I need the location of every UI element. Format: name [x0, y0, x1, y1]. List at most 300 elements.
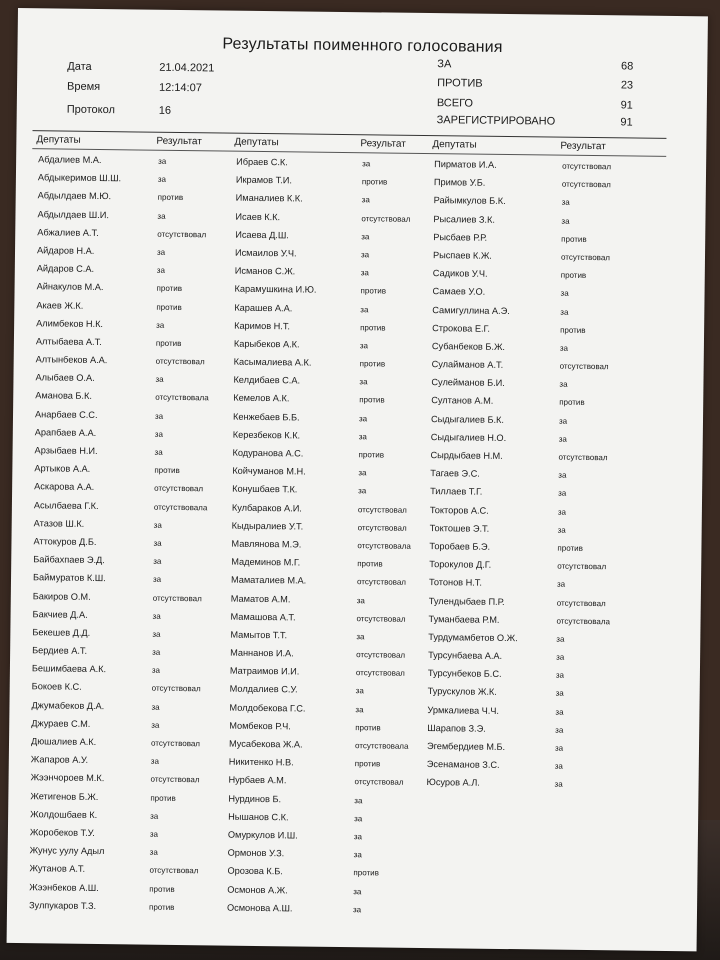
deputy-name: Торокулов Д.Г. — [429, 559, 492, 570]
deputy-name: Джураев С.М. — [31, 718, 91, 729]
table-row — [38, 154, 234, 175]
deputy-name: Самаев У.О. — [432, 286, 486, 298]
vote-result: за — [558, 434, 567, 444]
table-row — [36, 354, 232, 375]
meta-value: 16 — [158, 104, 172, 117]
vote-result: против — [148, 902, 175, 912]
vote-result: отсутствовал — [361, 213, 411, 224]
vote-result: отсутствовала — [556, 616, 611, 626]
deputy-name: Жетигенов Б.Ж. — [30, 790, 99, 802]
vote-result: за — [558, 470, 567, 480]
vote-result: отсутствовал — [357, 522, 407, 533]
table-row — [35, 391, 231, 412]
vote-result: отсутствовала — [354, 741, 409, 751]
deputy-name: Урмкалиева Ч.Ч. — [427, 704, 500, 716]
table-row — [433, 214, 629, 235]
table-row — [228, 793, 424, 814]
deputy-name: Торобаев Б.Э. — [429, 541, 491, 552]
deputy-name: Сулейманов Б.И. — [431, 377, 505, 389]
vote-result: за — [556, 634, 565, 644]
deputy-name: Ибраев С.К. — [236, 156, 288, 168]
vote-result: за — [153, 538, 162, 548]
table-row — [231, 557, 427, 578]
table-row — [236, 175, 432, 196]
table-row — [33, 536, 229, 557]
table-row — [234, 320, 430, 341]
deputy-name: Арзыбаев Н.И. — [34, 445, 98, 457]
deputy-name: Рысалиев З.К. — [433, 213, 495, 225]
vote-result: отсутствовал — [556, 598, 606, 608]
table-row — [434, 159, 630, 180]
table-row — [429, 559, 625, 580]
deputy-name: Зулпукаров Т.З. — [28, 899, 97, 911]
summary-value: 91 — [620, 116, 633, 129]
vote-result: против — [559, 398, 585, 408]
table-row — [231, 539, 427, 560]
deputy-name: Мамытов Т.Т. — [230, 629, 288, 641]
deputy-name: Рысбаев Р.Р. — [433, 231, 488, 243]
vote-result: за — [558, 416, 568, 426]
table-row — [236, 193, 432, 214]
deputies-column — [426, 159, 630, 798]
vote-result: за — [555, 707, 564, 717]
vote-result: за — [154, 411, 164, 421]
table-row — [432, 341, 628, 362]
vote-result: отсутствовал — [150, 738, 201, 749]
deputy-name: Никитенко Н.В. — [228, 756, 294, 768]
table-row — [37, 227, 233, 248]
deputy-name: Мавлянова М.Э. — [231, 538, 302, 550]
deputies-column — [227, 157, 432, 923]
deputy-name: Исаева Д.Ш. — [235, 229, 289, 241]
table-row — [228, 848, 424, 869]
deputy-name: Рыспаев К.Ж. — [432, 250, 492, 261]
vote-result: отсутствовал — [559, 361, 609, 372]
table-row — [235, 248, 431, 269]
deputy-name: Эгембердиев М.Б. — [426, 741, 506, 753]
table-row — [33, 591, 229, 612]
deputy-name: Матраимов И.И. — [229, 665, 300, 677]
vote-result: за — [360, 250, 370, 260]
vote-result: за — [155, 374, 164, 385]
vote-result: за — [356, 595, 365, 605]
table-row — [431, 396, 627, 417]
summary-row — [437, 114, 633, 130]
summary-value: 68 — [621, 60, 634, 73]
deputy-name: Токтошев Э.Т. — [429, 522, 490, 534]
vote-result: отсутствовал — [149, 865, 199, 876]
vote-result: за — [353, 832, 363, 842]
vote-result: против — [358, 450, 385, 460]
table-row — [426, 777, 622, 798]
deputy-name: Абдалиев М.А. — [38, 154, 102, 166]
deputy-name: Жунус уулу Адыл — [29, 845, 105, 857]
deputy-name: Карашев А.А. — [234, 302, 293, 313]
summary-row — [437, 97, 633, 113]
vote-result: за — [154, 429, 163, 439]
table-row — [32, 609, 228, 630]
deputy-name: Исаев К.К. — [235, 211, 281, 222]
deputy-name: Султанов А.М. — [431, 395, 494, 407]
deputy-name: Абдылдаев М.Ю. — [37, 190, 112, 202]
deputy-name: Тотонов Н.Т. — [428, 577, 483, 589]
table-row — [33, 554, 229, 575]
vote-result: за — [554, 761, 563, 771]
deputy-name: Жапаров А.У. — [30, 754, 89, 766]
meta-value: 12:14:07 — [158, 81, 202, 95]
deputy-name: Кыдыралиев У.Т. — [231, 520, 304, 532]
deputy-name: Сырдыбаев Н.М. — [430, 450, 503, 461]
vote-result: за — [149, 829, 159, 839]
vote-result: отсутствовал — [356, 577, 407, 588]
deputy-name: Садиков У.Ч. — [432, 268, 488, 279]
deputy-name: Мусабекова Ж.А. — [228, 738, 303, 750]
vote-result: против — [156, 302, 182, 312]
deputy-name: Сыдыгалиев Б.К. — [430, 413, 505, 425]
table-row — [35, 409, 231, 430]
table-row — [30, 773, 226, 794]
header-deputies: Депутаты — [36, 134, 81, 146]
deputy-name: Туманбаева Р.М. — [428, 613, 500, 625]
table-row — [427, 741, 623, 762]
vote-result: за — [360, 268, 369, 278]
deputy-name: Конушбаев Т.К. — [232, 484, 298, 495]
summary-label: ПРОТИВ — [437, 77, 483, 90]
vote-result: против — [155, 338, 182, 348]
vote-result: за — [361, 231, 370, 242]
table-row — [37, 263, 233, 284]
vote-result: за — [358, 468, 367, 478]
table-row — [234, 357, 430, 378]
table-row — [229, 720, 425, 741]
table-row — [231, 575, 427, 596]
table-row — [431, 432, 627, 453]
table-row — [230, 611, 426, 632]
deputy-name: Орозова К.Б. — [227, 865, 283, 877]
table-row — [429, 596, 625, 617]
table-row — [234, 339, 430, 360]
vote-result: отсутствовала — [155, 393, 209, 403]
deputy-name: Абдыкеримов Ш.Ш. — [37, 172, 122, 184]
deputy-name: Бердиев А.Т. — [32, 645, 88, 656]
deputy-name: Юсуров А.Л. — [426, 777, 480, 789]
deputy-name: Кулбараков А.И. — [231, 502, 302, 514]
summary-value: 23 — [620, 79, 634, 92]
deputy-name: Райымкулов Б.К. — [433, 195, 506, 207]
deputy-name: Байбахпаев Э.Д. — [33, 554, 105, 566]
deputy-name: Дюшалиев А.К. — [30, 736, 97, 748]
deputy-name: Сулайманов А.Т. — [431, 359, 504, 371]
vote-result: за — [359, 377, 368, 387]
deputy-name: Акаев Ж.К. — [36, 299, 84, 311]
deputy-name: Эсенаманов З.С. — [426, 759, 500, 771]
deputy-name: Бекешев Д.Д. — [32, 627, 91, 638]
meta-row — [67, 61, 227, 77]
meta-row — [67, 104, 227, 120]
deputy-name: Молдобекова Г.С. — [229, 702, 306, 714]
deputies-column — [29, 154, 234, 920]
deputy-name: Алтыбаева А.Т. — [35, 336, 102, 347]
deputy-name: Момбеков Р.Ч. — [229, 720, 291, 732]
meta-label: Дата — [67, 60, 92, 73]
table-row — [234, 302, 430, 323]
vote-result: за — [361, 195, 370, 205]
vote-result: против — [357, 559, 383, 569]
table-row — [229, 739, 425, 760]
deputy-name: Пирматов И.А. — [434, 159, 497, 170]
deputy-name: Айнакулов М.А. — [36, 281, 104, 293]
table-row — [33, 573, 229, 594]
meta-value: 21.04.2021 — [159, 61, 215, 75]
table-row — [232, 448, 428, 469]
vote-result: за — [560, 288, 569, 299]
deputy-name: Маматалиев М.А. — [230, 574, 307, 586]
vote-result: за — [556, 652, 565, 662]
vote-result: за — [359, 341, 369, 351]
vote-result: за — [559, 343, 569, 353]
vote-result: отсутствовала — [153, 502, 208, 512]
deputy-name: Бешимбаева А.К. — [31, 663, 107, 675]
vote-result: за — [157, 174, 167, 185]
deputy-name: Кодуранова А.С. — [232, 447, 304, 459]
deputy-name: Арапбаев А.А. — [34, 427, 97, 438]
deputy-name: Джумабеков Д.А. — [31, 699, 105, 711]
vote-result: за — [555, 670, 565, 680]
table-row — [231, 593, 427, 614]
table-row — [430, 505, 626, 526]
vote-result: отсутствовал — [356, 613, 406, 624]
vote-result: отсутствовал — [357, 504, 407, 515]
deputy-name: Карамушкина И.Ю. — [234, 283, 317, 295]
vote-result: отсутствовал — [150, 775, 200, 785]
header-deputies: Депутаты — [432, 139, 477, 151]
vote-result: за — [156, 265, 165, 275]
deputy-name: Жолдошбаев К. — [30, 808, 98, 820]
table-row — [36, 282, 232, 303]
table-row — [38, 191, 234, 212]
vote-result: за — [555, 725, 564, 735]
table-row — [34, 518, 230, 539]
vote-result: против — [149, 884, 175, 894]
vote-result: за — [152, 575, 162, 585]
summary-value: 91 — [620, 99, 633, 112]
vote-result: против — [354, 759, 381, 769]
table-row — [233, 429, 429, 450]
deputy-name: Жээнчороев М.К. — [30, 772, 105, 784]
vote-result: отсутствовал — [355, 668, 405, 679]
deputy-name: Бакиров О.М. — [32, 590, 91, 602]
vote-result: отсутствовал — [151, 684, 201, 694]
table-row — [32, 627, 228, 648]
deputy-name: Кемелов А.К. — [233, 393, 290, 404]
deputy-name: Турдумамбетов О.Ж. — [428, 631, 518, 644]
deputy-name: Каримов Н.Т. — [234, 320, 291, 332]
table-row — [433, 232, 629, 253]
deputy-name: Кенжебаев Б.Б. — [232, 411, 300, 423]
table-row — [32, 682, 228, 703]
vote-result: за — [152, 647, 161, 657]
table-row — [430, 468, 626, 489]
table-row — [30, 845, 226, 866]
table-row — [230, 648, 426, 669]
vote-result: против — [157, 193, 184, 203]
table-row — [230, 666, 426, 687]
vote-result: за — [355, 686, 364, 696]
deputy-name: Исмаилов У.Ч. — [234, 247, 297, 259]
vote-result: против — [156, 284, 183, 294]
meta-label: Время — [66, 80, 101, 94]
vote-result: против — [359, 359, 386, 369]
vote-result: отсутствовал — [356, 650, 406, 660]
vote-result: за — [151, 665, 161, 676]
table-row — [428, 650, 624, 671]
table-row — [36, 318, 232, 339]
table-row — [427, 723, 623, 744]
vote-result: за — [153, 556, 162, 566]
deputy-name: Шарапов З.Э. — [427, 722, 486, 734]
vote-result: против — [353, 868, 379, 878]
vote-result: за — [151, 720, 160, 730]
vote-result: против — [561, 234, 587, 244]
deputy-name: Аскарова А.А. — [34, 481, 95, 493]
deputy-name: Айдаров С.А. — [36, 263, 95, 275]
vote-result: отсутствовал — [557, 561, 607, 572]
table-row — [232, 466, 428, 487]
table-row — [428, 668, 624, 689]
vote-result: за — [358, 432, 367, 442]
vote-result: за — [554, 743, 564, 753]
table-row — [430, 523, 626, 544]
table-row — [236, 157, 432, 178]
deputy-name: Ормонов У.З. — [227, 847, 285, 859]
vote-result: отсутствовал — [562, 161, 612, 172]
table-row — [31, 718, 227, 739]
vote-result: отсутствовал — [560, 252, 611, 263]
vote-result: против — [560, 270, 587, 281]
table-row — [427, 705, 623, 726]
vote-result: за — [157, 211, 166, 221]
deputy-name: Мадеминов М.Г. — [231, 556, 301, 568]
vote-result: против — [359, 395, 385, 405]
table-row — [29, 882, 225, 903]
deputy-name: Осмонов А.Ж. — [227, 884, 288, 895]
table-row — [37, 245, 233, 266]
table-row — [230, 630, 426, 651]
header-divider — [32, 130, 666, 139]
vote-result: отсутствовал — [354, 777, 404, 788]
table-row — [432, 305, 628, 326]
vote-result: за — [156, 320, 165, 330]
summary-label: ЗА — [437, 58, 452, 71]
deputy-name: Нурдинов Б. — [228, 793, 282, 804]
deputy-name: Керезбеков К.К. — [232, 429, 301, 441]
table-row — [431, 414, 627, 435]
vote-result: за — [554, 779, 563, 790]
table-row — [31, 700, 227, 721]
vote-result: за — [353, 886, 362, 896]
table-row — [31, 754, 227, 775]
deputy-name: Тиллаев Т.Г. — [430, 486, 483, 498]
deputy-name: Аттокуров Д.Б. — [33, 536, 97, 547]
vote-result: за — [153, 520, 162, 530]
page-title: Результаты поименного голосования — [222, 35, 503, 56]
deputy-name: Алтынбеков А.А. — [35, 354, 108, 366]
vote-result: за — [152, 629, 161, 639]
vote-result: за — [151, 702, 160, 712]
table-row — [34, 500, 230, 521]
vote-result: за — [556, 579, 566, 590]
vote-result: за — [356, 632, 365, 642]
deputy-name: Касымалиева А.К. — [233, 356, 312, 368]
deputy-name: Мамашова А.Т. — [230, 611, 296, 623]
vote-result: за — [360, 304, 369, 314]
table-row — [235, 229, 431, 250]
table-row — [29, 900, 225, 921]
table-row — [432, 359, 628, 380]
table-row — [434, 195, 630, 216]
vote-result: за — [354, 813, 363, 824]
deputy-name: Карыбеков А.К. — [233, 338, 300, 350]
deputy-name: Маннанов И.А. — [230, 647, 294, 659]
vote-result: за — [561, 198, 570, 208]
deputy-name: Сыдыгалиев Н.О. — [430, 431, 507, 443]
vote-result: за — [149, 847, 158, 857]
meta-row — [67, 81, 227, 97]
table-row — [228, 775, 424, 796]
vote-result: за — [154, 447, 163, 457]
deputy-name: Жээнбеков А.Ш. — [29, 881, 99, 893]
deputy-name: Иманалиев К.К. — [235, 193, 303, 204]
vote-result: за — [362, 159, 371, 169]
vote-result: за — [558, 489, 567, 499]
deputy-name: Аманова Б.К. — [35, 390, 92, 402]
deputy-name: Бакчиев Д.А. — [32, 608, 88, 620]
deputy-name: Тагаев Э.С. — [430, 468, 480, 479]
vote-result: за — [352, 904, 362, 914]
table-row — [229, 757, 425, 778]
table-row — [232, 484, 428, 505]
table-row — [232, 520, 428, 541]
deputy-name: Жоробеков Т.У. — [29, 827, 95, 838]
deputy-name: Исманов С.Ж. — [234, 265, 296, 277]
summary-label: ЗАРЕГИСТРИРОВАНО — [436, 114, 556, 128]
deputy-name: Икрамов Т.И. — [235, 174, 292, 186]
table-row — [428, 632, 624, 653]
vote-result: за — [353, 850, 362, 860]
deputy-name: Артыков А.А. — [34, 463, 91, 475]
vote-result: за — [358, 486, 367, 496]
vote-result: за — [557, 507, 567, 517]
table-row — [433, 268, 629, 289]
deputy-name: Строкова Е.Г. — [432, 322, 491, 334]
vote-result: за — [150, 811, 159, 821]
vote-result: за — [156, 247, 166, 257]
deputy-name: Тулендыбаев П.Р. — [428, 595, 505, 607]
vote-result: за — [555, 689, 564, 699]
deputy-name: Бокоев К.С. — [31, 681, 82, 693]
table-row — [35, 372, 231, 393]
table-row — [228, 811, 424, 832]
deputy-name: Омуркулов И.Ш. — [227, 829, 298, 841]
deputy-name: Койчуманов М.Н. — [232, 465, 306, 477]
table-row — [36, 336, 232, 357]
deputy-name: Абдылдаев Ш.И. — [37, 208, 109, 220]
deputy-name: Турсунбеков Б.С. — [427, 668, 502, 680]
vote-result: за — [158, 156, 167, 166]
table-row — [428, 614, 624, 635]
deputy-name: Нурбаев А.М. — [228, 775, 287, 786]
document-page — [7, 8, 708, 951]
